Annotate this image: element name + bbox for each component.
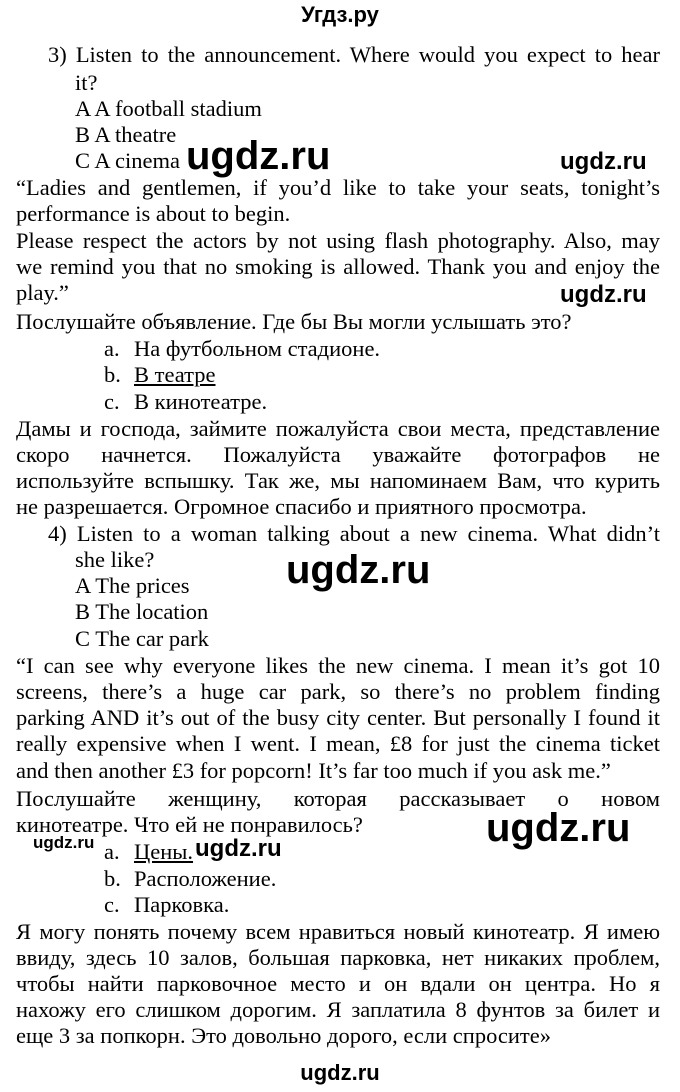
q4-ru-question-line: кинотеатре. Что ей не понравилось?	[16, 812, 363, 837]
q3-ru-text-line: не разрешается. Огромное спасибо и приятного просмотра.	[16, 494, 587, 519]
q4-ru-text-line: еще 3 за попкорн. Это довольно дорого, если спросите»	[16, 1023, 551, 1048]
q3-ru-option-b	[104, 362, 215, 388]
q4-quote-line: and then another £3 for popcorn! It’s far too much if you ask me.”	[16, 758, 611, 783]
option-label: c.	[104, 389, 120, 414]
q3-option-c: C A cinema	[75, 148, 180, 173]
q3-ru-text-line: используйте вспышку. Так же, мы напоминаем Вам, что курить	[16, 468, 660, 493]
q3-ru-text-line: скоро начнется. Пожалуйста уважайте фотографов не	[16, 442, 660, 467]
q4-option-a: A The prices	[75, 573, 190, 598]
watermark-text: ugdz.ru	[560, 281, 647, 308]
q4-ru-option-a	[104, 839, 193, 865]
option-label: b.	[104, 362, 121, 387]
option-text: На футбольном стадионе.	[134, 336, 381, 361]
option-label: b.	[104, 866, 121, 891]
watermark-text: ugdz.ru	[560, 148, 647, 175]
q4-question-line1: 4) Listen to a woman talking about a new cinema. What didn’t	[48, 521, 660, 546]
q4-quote-line: parking AND it’s out of the busy city center. But personally I found it	[16, 705, 660, 730]
watermark-text: ugdz.ru	[486, 806, 631, 850]
option-text: Парковка.	[134, 892, 230, 917]
q3-quote-line: “Ladies and gentlemen, if you’d like to take your seats, tonight’s	[16, 175, 660, 200]
q3-quote-line: Please respect the actors by not using flash photography. Also, may	[16, 228, 660, 253]
q4-ru-option-c	[104, 892, 229, 918]
watermark-text: ugdz.ru	[186, 134, 331, 178]
q3-option-a: A A football stadium	[75, 96, 262, 121]
q4-ru-text-line: Я могу понять почему всем нравиться новый кинотеатр. Я имею	[16, 919, 660, 944]
option-label: a.	[104, 336, 120, 361]
option-text-answer: Цены.	[134, 839, 194, 864]
q4-option-b: B The location	[75, 599, 209, 624]
q3-option-b: B A theatre	[75, 122, 177, 147]
watermark-text: ugdz.ru	[286, 548, 431, 592]
page-footer-text: ugdz.ru	[300, 1060, 380, 1085]
q3-ru-text-line: Дамы и господа, займите пожалуйста свои места, представление	[16, 416, 660, 441]
q3-ru-question: Послушайте объявление. Где бы Вы могли услышать это?	[16, 309, 572, 334]
option-label: c.	[104, 892, 120, 917]
q4-ru-question-line: Послушайте женщину, которая рассказывает о новом	[16, 786, 660, 811]
q4-quote-line: screens, there’s a huge car park, so there’s no problem finding	[16, 679, 660, 704]
q4-option-c: C The car park	[75, 626, 209, 651]
q3-question-line1: 3) Listen to the announcement. Where would you expect to hear	[48, 42, 660, 67]
q4-ru-text-line: ввиду, здесь 10 залов, большая парковка, нет никаких проблем,	[16, 945, 660, 970]
q4-quote-line: “I can see why everyone likes the new cinema. I mean it’s got 10	[16, 653, 660, 678]
q3-quote-line: play.”	[16, 280, 69, 305]
watermark-text: ugdz.ru	[195, 835, 282, 862]
page-header-title: Угдз.ру	[301, 2, 379, 27]
option-text: Расположение.	[134, 866, 277, 891]
option-text-answer: В театре	[134, 362, 216, 387]
option-text: В кинотеатре.	[134, 389, 268, 414]
q3-ru-option-a	[104, 336, 380, 362]
q4-question-line2: she like?	[75, 547, 155, 572]
q3-question-line2: it?	[75, 70, 98, 95]
watermark-text: ugdz.ru	[33, 833, 95, 852]
q3-ru-option-c	[104, 389, 267, 415]
q4-ru-option-b	[104, 866, 276, 892]
q4-ru-text-line: чтобы найти парковочное место и он вдали он центра. Но я	[16, 971, 660, 996]
option-label: a.	[104, 839, 120, 864]
q3-quote-line: we remind you that no smoking is allowed. Thank you and enjoy the	[16, 254, 660, 279]
q4-ru-text-line: нахожу его слишком дорогим. Я заплатила 8 фунтов за билет и	[16, 997, 660, 1022]
q4-quote-line: really expensive when I went. I mean, £8 for just the cinema ticket	[16, 731, 660, 756]
q3-quote-line: performance is about to begin.	[16, 201, 291, 226]
